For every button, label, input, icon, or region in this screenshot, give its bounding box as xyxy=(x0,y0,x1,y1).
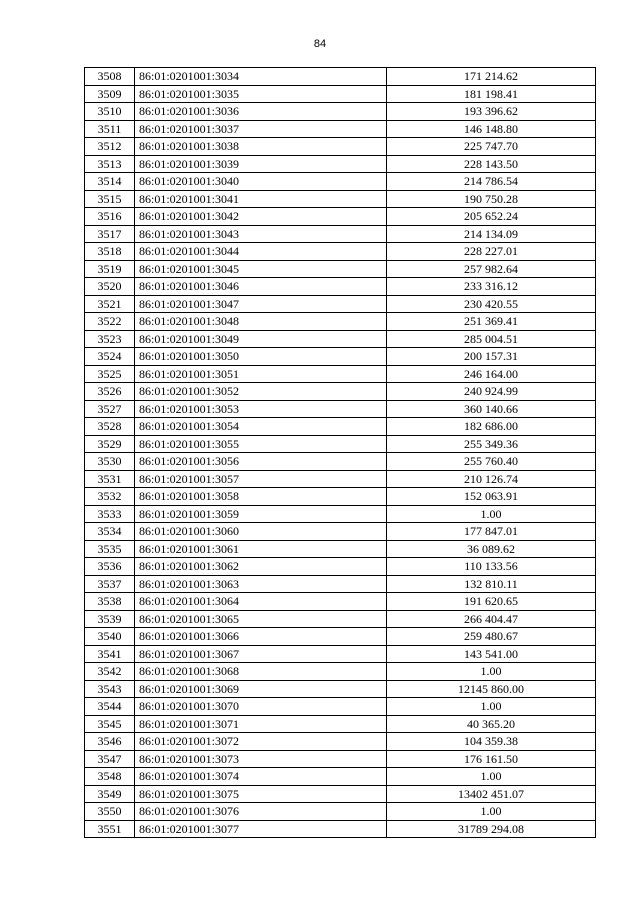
cadastral-value-cell: 255 349.36 xyxy=(387,435,596,453)
row-number-cell: 3540 xyxy=(85,628,135,646)
cadastral-number-cell: 86:01:0201001:3066 xyxy=(135,628,387,646)
table-row xyxy=(85,663,596,681)
cadastral-value-cell: 251 369.41 xyxy=(387,313,596,331)
cadastral-value-cell: 210 126.74 xyxy=(387,470,596,488)
cadastral-number-cell: 86:01:0201001:3076 xyxy=(135,803,387,821)
cadastral-value-cell: 1.00 xyxy=(387,698,596,716)
cadastral-value-cell: 214 786.54 xyxy=(387,173,596,191)
cadastral-value-cell: 1.00 xyxy=(387,768,596,786)
cadastral-number-cell: 86:01:0201001:3058 xyxy=(135,488,387,506)
row-number-cell: 3523 xyxy=(85,330,135,348)
row-number-cell: 3526 xyxy=(85,383,135,401)
cadastral-value-cell: 190 750.28 xyxy=(387,190,596,208)
table-row xyxy=(85,138,596,156)
table-row xyxy=(85,155,596,173)
cadastral-value-cell: 257 982.64 xyxy=(387,260,596,278)
table-row xyxy=(85,243,596,261)
row-number-cell: 3516 xyxy=(85,208,135,226)
table-row xyxy=(85,453,596,471)
cadastral-value-cell: 36 089.62 xyxy=(387,540,596,558)
cadastral-value-table xyxy=(84,67,596,838)
cadastral-value-cell: 255 760.40 xyxy=(387,453,596,471)
cadastral-value-cell: 177 847.01 xyxy=(387,523,596,541)
cadastral-number-cell: 86:01:0201001:3047 xyxy=(135,295,387,313)
row-number-cell: 3548 xyxy=(85,768,135,786)
row-number-cell: 3537 xyxy=(85,575,135,593)
cadastral-number-cell: 86:01:0201001:3071 xyxy=(135,715,387,733)
table-row xyxy=(85,190,596,208)
cadastral-number-cell: 86:01:0201001:3038 xyxy=(135,138,387,156)
table-row xyxy=(85,225,596,243)
cadastral-number-cell: 86:01:0201001:3046 xyxy=(135,278,387,296)
table-row xyxy=(85,103,596,121)
row-number-cell: 3510 xyxy=(85,103,135,121)
table-row xyxy=(85,470,596,488)
cadastral-number-cell: 86:01:0201001:3062 xyxy=(135,558,387,576)
cadastral-value-cell: 1.00 xyxy=(387,505,596,523)
table-row xyxy=(85,540,596,558)
row-number-cell: 3545 xyxy=(85,715,135,733)
page-number: 84 xyxy=(313,38,327,50)
cadastral-number-cell: 86:01:0201001:3044 xyxy=(135,243,387,261)
row-number-cell: 3541 xyxy=(85,645,135,663)
cadastral-value-cell: 225 747.70 xyxy=(387,138,596,156)
cadastral-number-cell: 86:01:0201001:3055 xyxy=(135,435,387,453)
table-row xyxy=(85,750,596,768)
table-row xyxy=(85,733,596,751)
row-number-cell: 3546 xyxy=(85,733,135,751)
table-row xyxy=(85,173,596,191)
cadastral-value-cell: 360 140.66 xyxy=(387,400,596,418)
table-row xyxy=(85,645,596,663)
cadastral-value-cell: 191 620.65 xyxy=(387,593,596,611)
row-number-cell: 3524 xyxy=(85,348,135,366)
cadastral-value-cell: 259 480.67 xyxy=(387,628,596,646)
row-number-cell: 3515 xyxy=(85,190,135,208)
table-row xyxy=(85,295,596,313)
row-number-cell: 3533 xyxy=(85,505,135,523)
row-number-cell: 3542 xyxy=(85,663,135,681)
row-number-cell: 3538 xyxy=(85,593,135,611)
row-number-cell: 3539 xyxy=(85,610,135,628)
cadastral-value-cell: 104 359.38 xyxy=(387,733,596,751)
table-row xyxy=(85,785,596,803)
cadastral-value-cell: 110 133.56 xyxy=(387,558,596,576)
table-row xyxy=(85,715,596,733)
row-number-cell: 3549 xyxy=(85,785,135,803)
cadastral-value-cell: 228 143.50 xyxy=(387,155,596,173)
row-number-cell: 3512 xyxy=(85,138,135,156)
row-number-cell: 3527 xyxy=(85,400,135,418)
cadastral-number-cell: 86:01:0201001:3053 xyxy=(135,400,387,418)
cadastral-number-cell: 86:01:0201001:3052 xyxy=(135,383,387,401)
row-number-cell: 3530 xyxy=(85,453,135,471)
cadastral-number-cell: 86:01:0201001:3069 xyxy=(135,680,387,698)
row-number-cell: 3528 xyxy=(85,418,135,436)
cadastral-number-cell: 86:01:0201001:3056 xyxy=(135,453,387,471)
row-number-cell: 3532 xyxy=(85,488,135,506)
cadastral-value-cell: 146 148.80 xyxy=(387,120,596,138)
row-number-cell: 3534 xyxy=(85,523,135,541)
row-number-cell: 3536 xyxy=(85,558,135,576)
table-row xyxy=(85,593,596,611)
cadastral-value-cell: 1.00 xyxy=(387,663,596,681)
cadastral-number-cell: 86:01:0201001:3034 xyxy=(135,68,387,86)
table-row xyxy=(85,418,596,436)
table-body xyxy=(85,68,596,838)
cadastral-value-cell: 230 420.55 xyxy=(387,295,596,313)
table-row xyxy=(85,400,596,418)
cadastral-value-cell: 266 404.47 xyxy=(387,610,596,628)
cadastral-value-cell: 205 652.24 xyxy=(387,208,596,226)
cadastral-value-cell: 132 810.11 xyxy=(387,575,596,593)
row-number-cell: 3529 xyxy=(85,435,135,453)
table-row xyxy=(85,330,596,348)
cadastral-value-cell: 240 924.99 xyxy=(387,383,596,401)
cadastral-number-cell: 86:01:0201001:3037 xyxy=(135,120,387,138)
cadastral-value-cell: 171 214.62 xyxy=(387,68,596,86)
cadastral-value-cell: 182 686.00 xyxy=(387,418,596,436)
row-number-cell: 3519 xyxy=(85,260,135,278)
cadastral-number-cell: 86:01:0201001:3060 xyxy=(135,523,387,541)
row-number-cell: 3518 xyxy=(85,243,135,261)
cadastral-number-cell: 86:01:0201001:3048 xyxy=(135,313,387,331)
cadastral-number-cell: 86:01:0201001:3051 xyxy=(135,365,387,383)
table-row xyxy=(85,383,596,401)
row-number-cell: 3550 xyxy=(85,803,135,821)
cadastral-value-cell: 193 396.62 xyxy=(387,103,596,121)
table-row xyxy=(85,803,596,821)
row-number-cell: 3544 xyxy=(85,698,135,716)
cadastral-number-cell: 86:01:0201001:3070 xyxy=(135,698,387,716)
cadastral-number-cell: 86:01:0201001:3036 xyxy=(135,103,387,121)
table-row xyxy=(85,628,596,646)
cadastral-number-cell: 86:01:0201001:3064 xyxy=(135,593,387,611)
row-number-cell: 3525 xyxy=(85,365,135,383)
row-number-cell: 3520 xyxy=(85,278,135,296)
cadastral-value-cell: 176 161.50 xyxy=(387,750,596,768)
row-number-cell: 3547 xyxy=(85,750,135,768)
cadastral-number-cell: 86:01:0201001:3075 xyxy=(135,785,387,803)
cadastral-number-cell: 86:01:0201001:3041 xyxy=(135,190,387,208)
cadastral-value-cell: 40 365.20 xyxy=(387,715,596,733)
table-row xyxy=(85,768,596,786)
cadastral-value-cell: 31789 294.08 xyxy=(387,820,596,838)
cadastral-number-cell: 86:01:0201001:3045 xyxy=(135,260,387,278)
table-row xyxy=(85,610,596,628)
table-row xyxy=(85,488,596,506)
table-row xyxy=(85,68,596,86)
cadastral-number-cell: 86:01:0201001:3065 xyxy=(135,610,387,628)
row-number-cell: 3535 xyxy=(85,540,135,558)
row-number-cell: 3551 xyxy=(85,820,135,838)
cadastral-number-cell: 86:01:0201001:3043 xyxy=(135,225,387,243)
row-number-cell: 3543 xyxy=(85,680,135,698)
table-row xyxy=(85,680,596,698)
cadastral-number-cell: 86:01:0201001:3035 xyxy=(135,85,387,103)
cadastral-number-cell: 86:01:0201001:3061 xyxy=(135,540,387,558)
cadastral-value-cell: 152 063.91 xyxy=(387,488,596,506)
table-row xyxy=(85,698,596,716)
row-number-cell: 3508 xyxy=(85,68,135,86)
cadastral-value-cell: 181 198.41 xyxy=(387,85,596,103)
table-row xyxy=(85,575,596,593)
table-row xyxy=(85,120,596,138)
cadastral-number-cell: 86:01:0201001:3054 xyxy=(135,418,387,436)
row-number-cell: 3531 xyxy=(85,470,135,488)
table-row xyxy=(85,435,596,453)
cadastral-value-cell: 214 134.09 xyxy=(387,225,596,243)
row-number-cell: 3522 xyxy=(85,313,135,331)
cadastral-number-cell: 86:01:0201001:3063 xyxy=(135,575,387,593)
cadastral-number-cell: 86:01:0201001:3074 xyxy=(135,768,387,786)
row-number-cell: 3517 xyxy=(85,225,135,243)
table-row xyxy=(85,348,596,366)
table-row xyxy=(85,820,596,838)
row-number-cell: 3511 xyxy=(85,120,135,138)
row-number-cell: 3509 xyxy=(85,85,135,103)
cadastral-value-cell: 233 316.12 xyxy=(387,278,596,296)
table-row xyxy=(85,365,596,383)
cadastral-value-cell: 200 157.31 xyxy=(387,348,596,366)
cadastral-number-cell: 86:01:0201001:3039 xyxy=(135,155,387,173)
cadastral-value-cell: 285 004.51 xyxy=(387,330,596,348)
cadastral-value-cell: 1.00 xyxy=(387,803,596,821)
cadastral-number-cell: 86:01:0201001:3042 xyxy=(135,208,387,226)
cadastral-number-cell: 86:01:0201001:3040 xyxy=(135,173,387,191)
cadastral-value-cell: 143 541.00 xyxy=(387,645,596,663)
cadastral-number-cell: 86:01:0201001:3072 xyxy=(135,733,387,751)
table-row xyxy=(85,278,596,296)
cadastral-value-cell: 12145 860.00 xyxy=(387,680,596,698)
cadastral-number-cell: 86:01:0201001:3050 xyxy=(135,348,387,366)
cadastral-number-cell: 86:01:0201001:3057 xyxy=(135,470,387,488)
row-number-cell: 3513 xyxy=(85,155,135,173)
table-row xyxy=(85,558,596,576)
row-number-cell: 3514 xyxy=(85,173,135,191)
cadastral-number-cell: 86:01:0201001:3077 xyxy=(135,820,387,838)
row-number-cell: 3521 xyxy=(85,295,135,313)
table-row xyxy=(85,523,596,541)
table-row xyxy=(85,85,596,103)
cadastral-value-cell: 13402 451.07 xyxy=(387,785,596,803)
cadastral-number-cell: 86:01:0201001:3073 xyxy=(135,750,387,768)
table-row xyxy=(85,505,596,523)
table-row xyxy=(85,208,596,226)
cadastral-number-cell: 86:01:0201001:3059 xyxy=(135,505,387,523)
cadastral-number-cell: 86:01:0201001:3049 xyxy=(135,330,387,348)
cadastral-number-cell: 86:01:0201001:3067 xyxy=(135,645,387,663)
table-row xyxy=(85,313,596,331)
cadastral-value-cell: 246 164.00 xyxy=(387,365,596,383)
cadastral-value-cell: 228 227.01 xyxy=(387,243,596,261)
table-row xyxy=(85,260,596,278)
cadastral-number-cell: 86:01:0201001:3068 xyxy=(135,663,387,681)
